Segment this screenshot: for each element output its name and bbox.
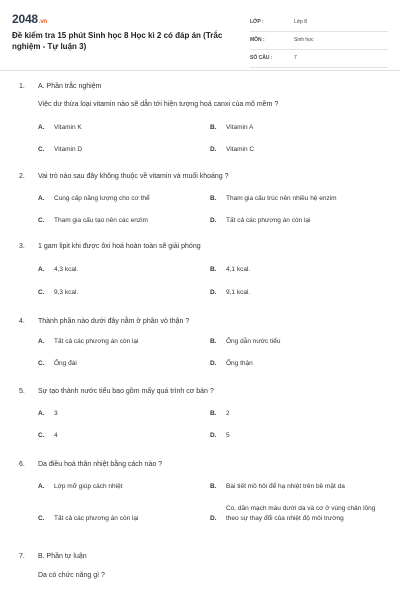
question-text: 1 gam lipit khi được ôxi hoá hoàn toàn sẽ giải phóng — [38, 243, 201, 250]
option-text: Vitamin K — [54, 124, 82, 131]
section-heading: A. Phần trắc nghiệm — [38, 83, 102, 90]
option-c[interactable] — [38, 217, 148, 224]
option-letter: D. — [210, 360, 217, 367]
option-text: 4 — [54, 432, 58, 439]
question-number: 2. — [19, 173, 25, 180]
option-b[interactable] — [210, 124, 253, 131]
question-text: Sự tạo thành nước tiểu bao gồm mấy quá trình cơ bản ? — [38, 388, 214, 395]
option-a[interactable] — [38, 266, 78, 273]
option-letter: B. — [210, 266, 217, 273]
option-letter: A. — [38, 483, 45, 490]
option-text: Tất cả các phương án còn lại — [54, 338, 139, 345]
site-logo[interactable] — [12, 12, 47, 26]
option-letter: C. — [38, 360, 45, 367]
option-text: Cung cấp năng lượng cho cơ thể — [54, 195, 150, 202]
question-number: 3. — [19, 243, 25, 250]
question-number: 4. — [19, 318, 25, 325]
option-letter: D. — [210, 217, 217, 224]
option-letter: D. — [210, 432, 217, 439]
option-text: Ống thận — [226, 360, 253, 367]
option-letter: A. — [38, 195, 45, 202]
option-letter: C. — [38, 432, 45, 439]
option-a[interactable] — [38, 410, 58, 417]
option-a[interactable] — [38, 338, 139, 345]
option-letter: C. — [38, 146, 45, 153]
option-text: Tất cả các phương án còn lại — [54, 515, 139, 522]
option-d[interactable] — [210, 432, 230, 439]
option-d[interactable] — [210, 217, 311, 224]
option-a[interactable] — [38, 124, 82, 131]
option-letter: B. — [210, 483, 217, 490]
meta-row-count — [250, 52, 388, 68]
option-text: Ống đái — [54, 360, 77, 367]
option-d[interactable] — [210, 289, 250, 296]
option-text: Tham gia cấu tạo nên các enzim — [54, 217, 148, 224]
option-c[interactable] — [38, 432, 58, 439]
option-b[interactable] — [210, 338, 281, 345]
option-b[interactable] — [210, 483, 345, 490]
option-a[interactable] — [38, 483, 123, 490]
option-letter: D. — [210, 146, 217, 153]
option-letter: D. — [210, 515, 217, 522]
option-letter: C. — [38, 515, 45, 522]
question-number: 7. — [19, 553, 25, 560]
option-c[interactable] — [38, 146, 82, 153]
meta-panel — [250, 16, 388, 70]
option-letter: A. — [38, 266, 45, 273]
question-text: Vai trò nào sau đây không thuộc về vitamin và muối khoáng ? — [38, 173, 229, 180]
meta-row-class — [250, 16, 388, 32]
option-text: Co, dãn mạch máu dưới da và cơ ở vùng chân lông theo sự thay đổi của nhiệt độ môi trường — [226, 505, 376, 522]
question-number: 6. — [19, 461, 25, 468]
option-c[interactable] — [38, 515, 139, 522]
question-number: 5. — [19, 388, 25, 395]
option-text: Tham gia cấu trúc nên nhiều hệ enzim — [226, 195, 337, 202]
meta-row-subject — [250, 34, 388, 50]
meta-label: SỐ CÂU : — [250, 55, 273, 61]
option-text: 9,1 kcal. — [226, 289, 251, 296]
question-text: Da có chức năng gì ? — [38, 572, 105, 579]
meta-label: MÔN : — [250, 37, 265, 43]
section-heading: B. Phần tự luận — [38, 553, 87, 560]
meta-value: 7 — [294, 55, 297, 61]
option-letter: B. — [210, 338, 217, 345]
question-text: Da điều hoà thân nhiệt bằng cách nào ? — [38, 461, 163, 468]
option-text: 2 — [226, 410, 230, 417]
option-c[interactable] — [38, 289, 78, 296]
document-header — [12, 12, 388, 70]
option-c[interactable] — [38, 360, 77, 367]
option-text: Bài tiết mồ hôi để hạ nhiệt trên bề mặt da — [226, 483, 345, 490]
meta-label: LỚP : — [250, 19, 264, 25]
option-letter: A. — [38, 124, 45, 131]
option-text: Tất cả các phương án còn lại — [226, 217, 311, 224]
option-letter: C. — [38, 289, 45, 296]
option-text: 9,3 kcal. — [54, 289, 79, 296]
option-text: 4,3 kcal. — [54, 266, 79, 273]
option-letter: B. — [210, 410, 217, 417]
option-text: 4,1 kcal. — [226, 266, 251, 273]
option-text: Vitamin C — [226, 146, 255, 153]
option-letter: A. — [38, 338, 45, 345]
option-b[interactable] — [210, 410, 230, 417]
question-text: Việc dư thừa loại vitamin nào sẽ dẫn tới hiện tượng hoá canxi của mô mềm ? — [38, 101, 279, 108]
option-letter: D. — [210, 289, 217, 296]
option-d[interactable] — [210, 360, 253, 367]
logo-text: 2048 — [12, 12, 38, 26]
option-b[interactable] — [210, 266, 250, 273]
option-letter: B. — [210, 195, 217, 202]
option-text: Vitamin D — [54, 146, 83, 153]
option-text: Ống dẫn nước tiểu — [226, 338, 281, 345]
option-d[interactable] — [210, 146, 254, 153]
meta-value: Lớp 8 — [294, 19, 308, 25]
question-number: 1. — [19, 83, 25, 90]
question-text: Thành phần nào dưới đây nằm ở phần vỏ thận ? — [38, 318, 190, 325]
option-b[interactable] — [210, 195, 337, 202]
option-text: 5 — [226, 432, 230, 439]
option-text: Vitamin A — [226, 124, 254, 131]
option-text: 3 — [54, 410, 58, 417]
page-title: Đề kiểm tra 15 phút Sinh học 8 Học kì 2 có đáp án (Trắc nghiệm - Tự luận 3) — [12, 31, 223, 51]
option-letter: C. — [38, 217, 45, 224]
header-divider — [0, 70, 400, 71]
option-letter: B. — [210, 124, 217, 131]
meta-value: Sinh học — [294, 37, 314, 43]
option-letter: A. — [38, 410, 45, 417]
option-text: Lớp mỡ giúp cách nhiệt — [54, 483, 123, 490]
logo-suffix: .vn — [38, 19, 47, 25]
option-a[interactable] — [38, 195, 150, 202]
